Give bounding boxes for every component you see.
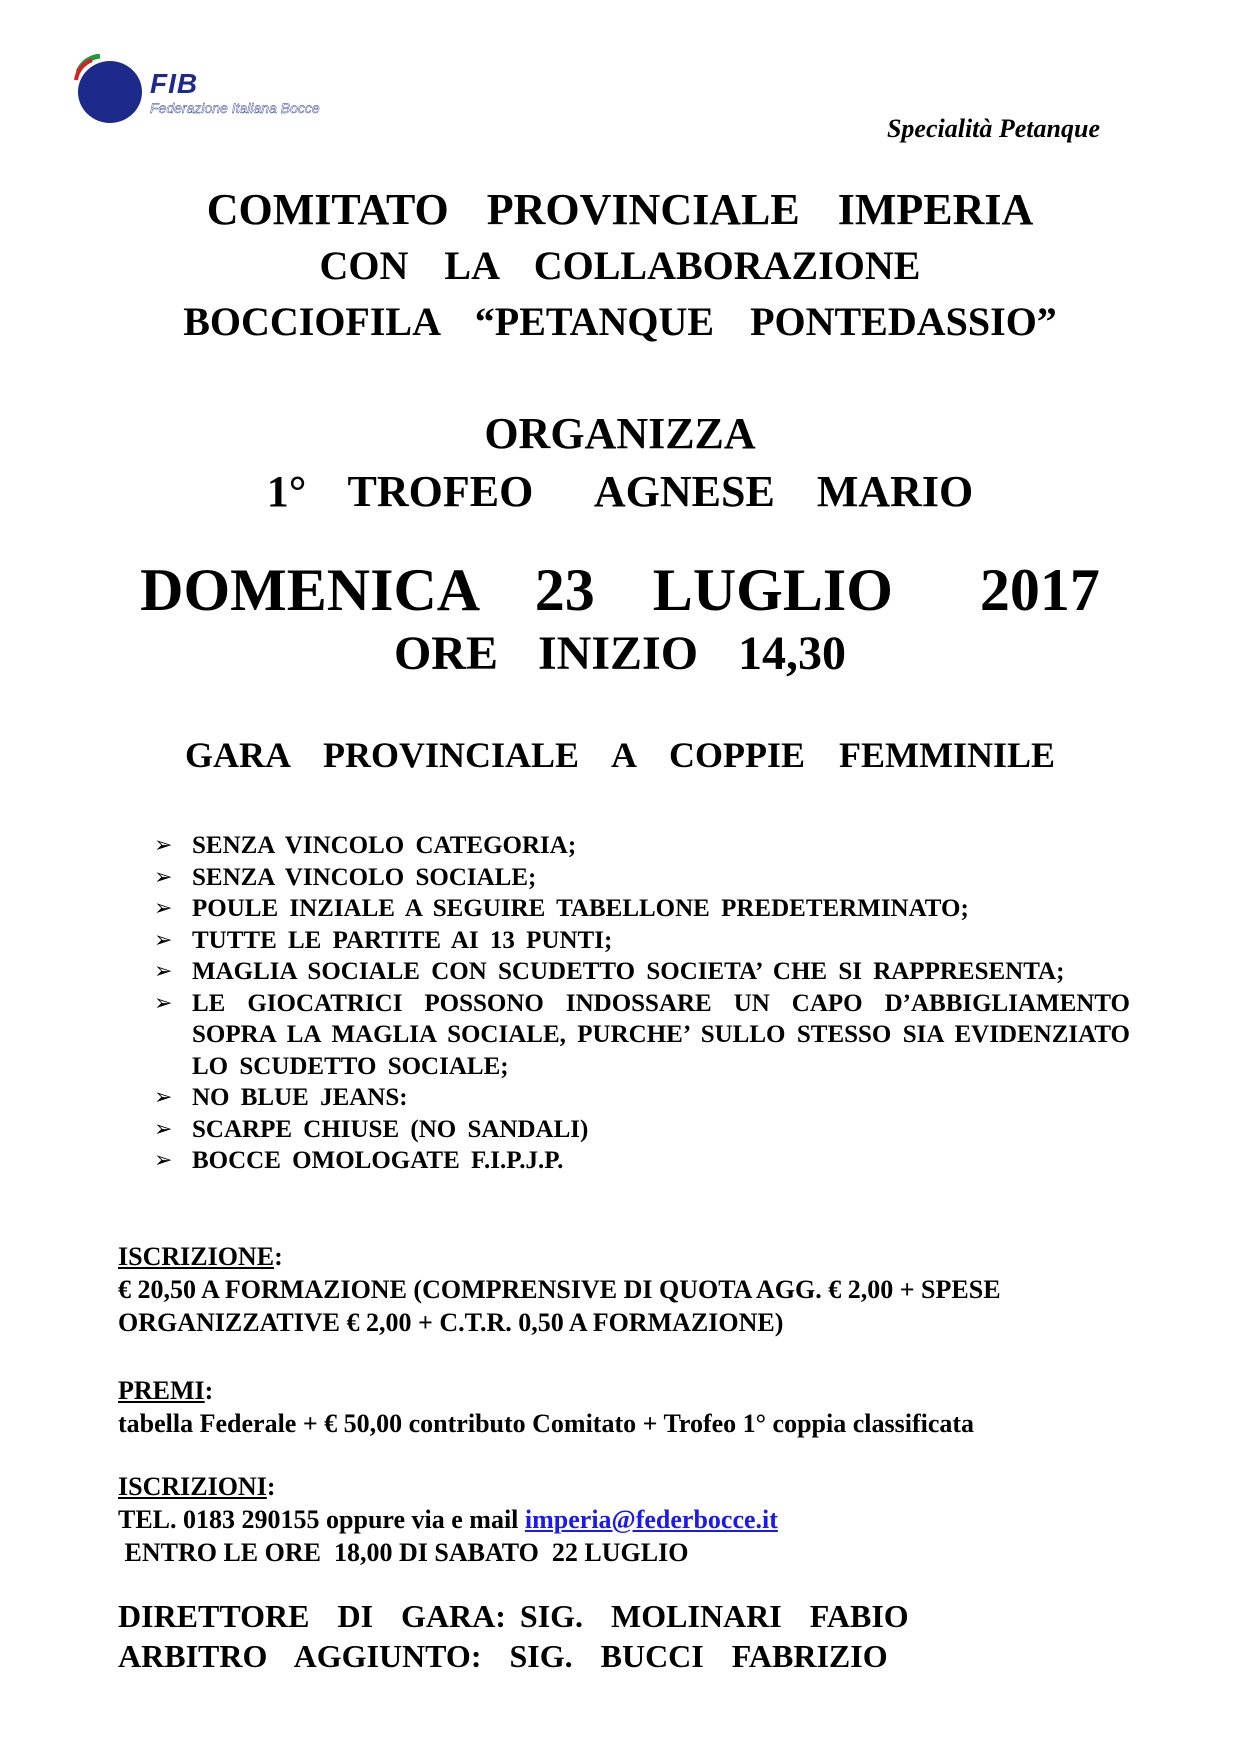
fib-logo bbox=[70, 54, 390, 126]
assistant-referee: ARBITRO AGGIUNTO: SIG. BUCCI FABRIZIO bbox=[118, 1638, 888, 1674]
specialty-label: Specialità Petanque bbox=[886, 114, 1100, 143]
race-director: DIRETTORE DI GARA: SIG. MOLINARI FABIO bbox=[118, 1598, 909, 1634]
logo-name: Federazione Italiana Bocce bbox=[150, 100, 320, 116]
registrations-phone: TEL. 0183 290155 oppure via e mail bbox=[118, 1505, 519, 1534]
registration-fee-line: ORGANIZZATIVE € 2,00 + C.T.R. 0,50 A FORMAZIONE) bbox=[118, 1308, 784, 1337]
arrow-bullet-icon: ➢ bbox=[154, 833, 173, 858]
event-trophy: 1° TROFEO AGNESE MARIO bbox=[266, 467, 974, 516]
email-link[interactable]: imperia@federbocce.it bbox=[524, 1505, 778, 1534]
prizes-section: PREMI: tabella Federale + € 50,00 contributo Comitato + Trofeo 1° coppia classificata bbox=[118, 1374, 1138, 1440]
registrations-deadline: ENTRO LE ORE 18,00 DI SABATO 22 LUGLIO bbox=[118, 1538, 689, 1567]
list-item: ➢ TUTTE LE PARTITE AI 13 PUNTI; bbox=[154, 925, 1130, 957]
list-item: ➢ POULE INZIALE A SEGUIRE TABELLONE PREDETERMINATO; bbox=[154, 893, 1130, 925]
list-item: ➢ LE GIOCATRICI POSSONO INDOSSARE UN CAPO D’ABBIGLIAMENTO SOPRA LA MAGLIA SOCIALE, PURCHE’ SULLO STESSO SIA EVIDENZIATO LO SCUDETTO SOCIALE; bbox=[154, 989, 1130, 1080]
fib-logo-icon bbox=[70, 54, 150, 126]
header-collaboration: CON LA COLLABORAZIONE bbox=[319, 243, 921, 288]
arrow-bullet-icon: ➢ bbox=[154, 1085, 173, 1110]
list-item: ➢ SCARPE CHIUSE (NO SANDALI) bbox=[154, 1114, 1130, 1146]
logo-abbr: FIB bbox=[150, 68, 199, 99]
arrow-bullet-icon: ➢ bbox=[154, 959, 173, 984]
rules-list bbox=[154, 830, 1130, 1177]
registrations-section: ISCRIZIONI: TEL. 0183 290155 oppure via e mail imperia@federbocce.it ENTRO LE ORE 18,00 DI SABATO 22 LUGLIO bbox=[118, 1470, 1138, 1569]
registration-fee-section: ISCRIZIONE: € 20,50 A FORMAZIONE (COMPRENSIVE DI QUOTA AGG. € 2,00 + SPESE ORGANIZZATIVE € 2,00 + C.T.R. 0,50 A FORMAZIONE) bbox=[118, 1240, 1138, 1339]
prizes-heading: PREMI bbox=[118, 1376, 205, 1405]
list-item: ➢ BOCCE OMOLOGATE F.I.P.J.P. bbox=[154, 1145, 1130, 1177]
list-item: ➢ MAGLIA SOCIALE CON SCUDETTO SOCIETA’ CHE SI RAPPRESENTA; bbox=[154, 956, 1130, 988]
header-committee: COMITATO PROVINCIALE IMPERIA bbox=[206, 185, 1034, 234]
arrow-bullet-icon: ➢ bbox=[154, 1148, 173, 1173]
arrow-bullet-icon: ➢ bbox=[154, 990, 173, 1016]
registration-fee-heading: ISCRIZIONE bbox=[118, 1242, 275, 1271]
arrow-bullet-icon: ➢ bbox=[154, 927, 173, 953]
event-date: DOMENICA 23 LUGLIO 2017 bbox=[140, 557, 1100, 623]
event-time: ORE INIZIO 14,30 bbox=[393, 627, 847, 680]
registrations-heading: ISCRIZIONI bbox=[118, 1472, 267, 1501]
officials bbox=[118, 1596, 909, 1676]
header-club: BOCCIOFILA “PETANQUE PONTEDASSIO” bbox=[183, 299, 1057, 344]
list-item: ➢ SENZA VINCOLO SOCIALE; bbox=[154, 862, 1130, 894]
prizes-line: tabella Federale + € 50,00 contributo Comitato + Trofeo 1° coppia classificata bbox=[118, 1409, 975, 1438]
event-competition: GARA PROVINCIALE A COPPIE FEMMINILE bbox=[184, 735, 1056, 775]
arrow-bullet-icon: ➢ bbox=[154, 1116, 173, 1142]
arrow-bullet-icon: ➢ bbox=[154, 864, 173, 890]
list-item: ➢ NO BLUE JEANS: bbox=[154, 1082, 1130, 1114]
registration-fee-line: € 20,50 A FORMAZIONE (COMPRENSIVE DI QUOTA AGG. € 2,00 + SPESE bbox=[118, 1275, 1001, 1304]
list-item: ➢ SENZA VINCOLO CATEGORIA; bbox=[154, 830, 1130, 862]
event-organizza: ORGANIZZA bbox=[484, 409, 756, 458]
arrow-bullet-icon: ➢ bbox=[154, 896, 173, 921]
